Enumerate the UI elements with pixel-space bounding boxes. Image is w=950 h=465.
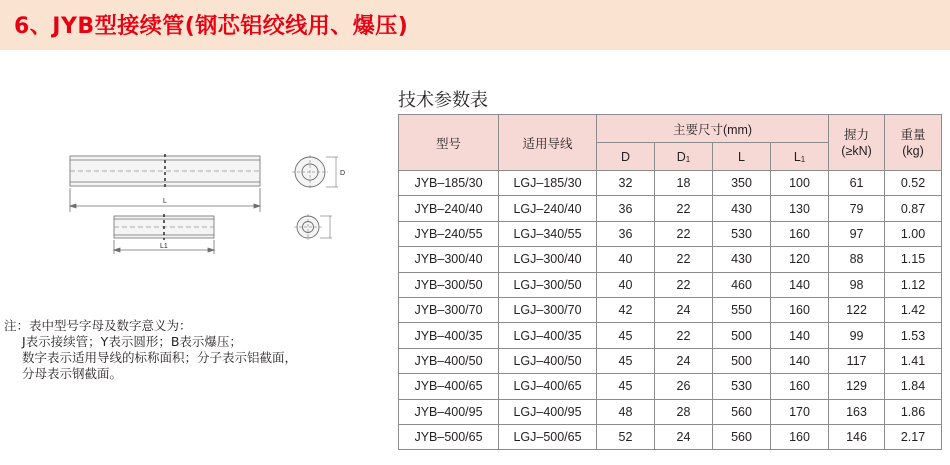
cell-l: 500	[713, 323, 771, 348]
cell-l: 550	[713, 297, 771, 322]
cell-model: JYB–240/40	[399, 196, 499, 221]
cell-d1: 22	[655, 196, 713, 221]
cell-weight: 0.52	[885, 171, 942, 196]
note-line: 注：表中型号字母及数字意义为：	[4, 318, 192, 333]
header-l: L	[713, 143, 771, 171]
cell-l: 430	[713, 247, 771, 272]
length-label-2: L1	[160, 243, 168, 250]
header-grip-line2: (≥kN)	[841, 143, 872, 158]
table-row	[399, 348, 942, 373]
cell-d1: 22	[655, 272, 713, 297]
cell-d: 42	[597, 297, 655, 322]
cell-grip: 99	[829, 323, 885, 348]
cell-grip: 88	[829, 247, 885, 272]
spec-table-title: 技术参数表	[398, 90, 488, 111]
cell-model: JYB–185/30	[399, 171, 499, 196]
cell-model: JYB–400/95	[399, 399, 499, 424]
note-line: 分母表示钢截面。	[22, 366, 123, 381]
cell-d: 45	[597, 374, 655, 399]
cell-model: JYB–400/50	[399, 348, 499, 373]
cell-d1: 18	[655, 171, 713, 196]
table-row	[399, 221, 942, 246]
table-row	[399, 196, 942, 221]
cell-conductor: LGJ–240/40	[499, 196, 597, 221]
cell-weight: 0.87	[885, 196, 942, 221]
header-weight-line1: 重量	[900, 127, 926, 142]
cell-weight: 2.17	[885, 424, 942, 449]
cell-conductor: LGJ–300/40	[499, 247, 597, 272]
cell-l1: 160	[771, 221, 829, 246]
cell-l1: 160	[771, 297, 829, 322]
diameter-label: D	[340, 170, 346, 177]
cell-grip: 79	[829, 196, 885, 221]
cell-weight: 1.53	[885, 323, 942, 348]
cell-conductor: LGJ–400/95	[499, 399, 597, 424]
cell-l: 530	[713, 374, 771, 399]
cell-grip: 97	[829, 221, 885, 246]
header-l1	[771, 143, 829, 171]
table-row	[399, 297, 942, 322]
cell-weight: 1.42	[885, 297, 942, 322]
page-title: 6、JYB型接续管(钢芯铝绞线用、爆压)	[14, 14, 409, 39]
cell-d: 36	[597, 196, 655, 221]
header-main-dims: 主要尺寸(mm)	[597, 115, 829, 143]
cell-l1: 120	[771, 247, 829, 272]
cell-d: 45	[597, 348, 655, 373]
cell-conductor: LGJ–400/35	[499, 323, 597, 348]
cell-model: JYB–400/35	[399, 323, 499, 348]
cell-d1: 28	[655, 399, 713, 424]
note-line: 数字表示适用导线的标称面积；分子表示铝截面，	[22, 350, 298, 365]
table-row	[399, 424, 942, 449]
cell-d1: 24	[655, 348, 713, 373]
cell-l1: 140	[771, 272, 829, 297]
cell-model: JYB–400/65	[399, 374, 499, 399]
cell-l: 350	[713, 171, 771, 196]
cell-l: 460	[713, 272, 771, 297]
cell-l1: 140	[771, 323, 829, 348]
cell-grip: 163	[829, 399, 885, 424]
cell-d: 45	[597, 323, 655, 348]
header-d1-sub: 1	[685, 154, 691, 164]
header-grip-line1: 握力	[844, 127, 870, 142]
cell-d: 36	[597, 221, 655, 246]
cell-model: JYB–300/40	[399, 247, 499, 272]
cell-conductor: LGJ–500/65	[499, 424, 597, 449]
cell-l: 560	[713, 424, 771, 449]
end-view-large	[292, 155, 338, 189]
cell-l: 430	[713, 196, 771, 221]
cell-grip: 61	[829, 171, 885, 196]
cell-d1: 22	[655, 221, 713, 246]
cell-weight: 1.84	[885, 374, 942, 399]
table-row	[399, 171, 942, 196]
cell-l1: 130	[771, 196, 829, 221]
header-grip	[829, 115, 885, 171]
cell-d: 52	[597, 424, 655, 449]
header-weight-line2: (kg)	[902, 143, 924, 158]
cell-conductor: LGJ–185/30	[499, 171, 597, 196]
length-label: L	[163, 198, 167, 205]
cell-weight: 1.00	[885, 221, 942, 246]
cell-conductor: LGJ–300/70	[499, 297, 597, 322]
cell-conductor: LGJ–340/55	[499, 221, 597, 246]
cell-d: 40	[597, 272, 655, 297]
cell-weight: 1.15	[885, 247, 942, 272]
note	[4, 318, 394, 382]
cell-grip: 129	[829, 374, 885, 399]
cell-l: 500	[713, 348, 771, 373]
cell-d1: 22	[655, 247, 713, 272]
title-bar	[0, 0, 950, 50]
cell-model: JYB–300/50	[399, 272, 499, 297]
cell-model: JYB–300/70	[399, 297, 499, 322]
cell-model: JYB–500/65	[399, 424, 499, 449]
connector-drawing	[56, 150, 356, 260]
cell-l: 560	[713, 399, 771, 424]
header-model: 型号	[399, 115, 499, 171]
end-view-small	[294, 214, 332, 240]
header-d1-main: D	[676, 149, 686, 164]
header-l1-sub: 1	[800, 154, 806, 164]
cell-conductor: LGJ–400/65	[499, 374, 597, 399]
spec-table	[398, 114, 942, 450]
cell-grip: 117	[829, 348, 885, 373]
cell-l1: 140	[771, 348, 829, 373]
cell-model: JYB–240/55	[399, 221, 499, 246]
cell-d1: 22	[655, 323, 713, 348]
table-row	[399, 247, 942, 272]
table-row	[399, 272, 942, 297]
cell-l1: 100	[771, 171, 829, 196]
cell-d1: 24	[655, 297, 713, 322]
table-row	[399, 323, 942, 348]
cell-l1: 160	[771, 374, 829, 399]
table-row	[399, 374, 942, 399]
header-d1	[655, 143, 713, 171]
cell-d: 40	[597, 247, 655, 272]
table-row	[399, 399, 942, 424]
cell-d: 32	[597, 171, 655, 196]
cell-l1: 160	[771, 424, 829, 449]
cell-grip: 146	[829, 424, 885, 449]
cell-d: 48	[597, 399, 655, 424]
cell-grip: 98	[829, 272, 885, 297]
cell-weight: 1.12	[885, 272, 942, 297]
note-line: J表示接续管；Y表示圆形；B表示爆压；	[22, 334, 242, 349]
cell-conductor: LGJ–400/50	[499, 348, 597, 373]
header-l1-main: L	[793, 149, 801, 164]
cell-weight: 1.86	[885, 399, 942, 424]
cell-d1: 26	[655, 374, 713, 399]
cell-l: 530	[713, 221, 771, 246]
cell-grip: 122	[829, 297, 885, 322]
cell-d1: 24	[655, 424, 713, 449]
header-weight	[885, 115, 942, 171]
header-conductor: 适用导线	[499, 115, 597, 171]
cell-conductor: LGJ–300/50	[499, 272, 597, 297]
header-d: D	[597, 143, 655, 171]
cell-weight: 1.41	[885, 348, 942, 373]
cell-l1: 170	[771, 399, 829, 424]
